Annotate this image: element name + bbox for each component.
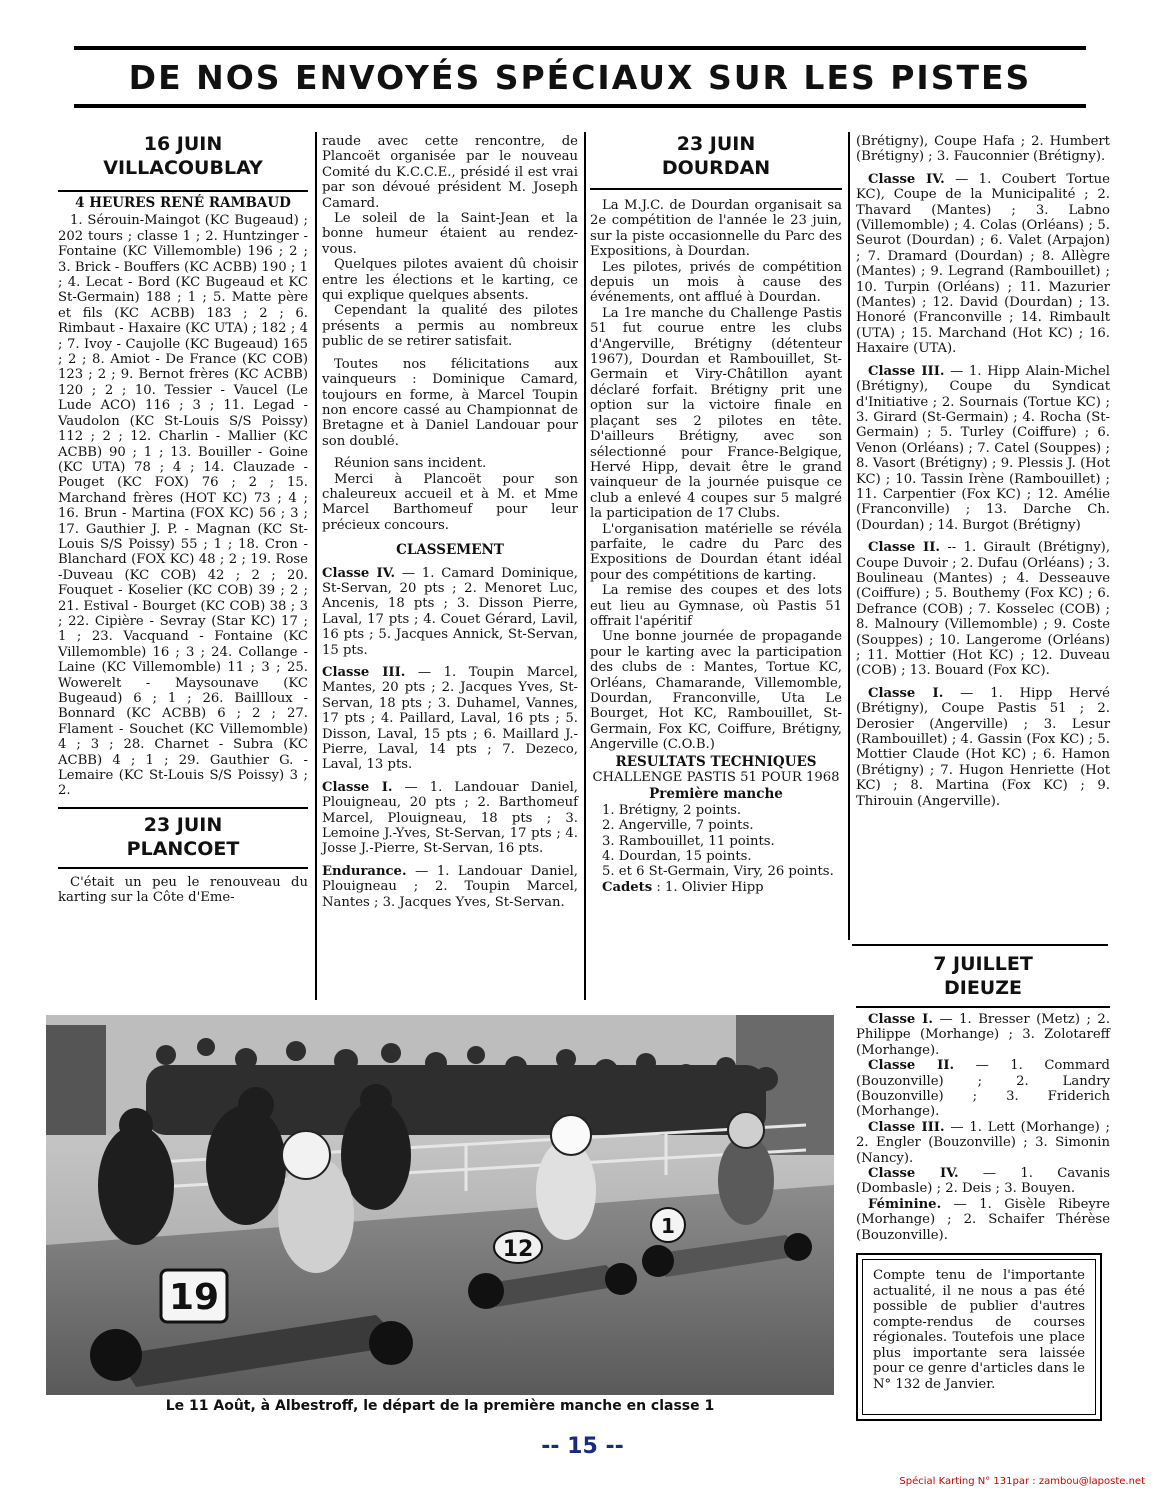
column-villacoublay	[58, 132, 308, 906]
paragraph: La remise des coupes et des lots eut lieu au Gymnase, où Pastis 51 offrait l'apéritif	[590, 583, 842, 629]
class-results: — 1. Coubert Tortue KC), Coupe de la Municipalité ; 2. Thavard (Mantes) ; 3. Labno (Villemomble) ; 4. Colas (Orléans) ; 5. Seurot (Dourdan) ; 6. Valet (Arpajon) ; 7. Dramard (Dourdan) ; 8. Allègre (Mantes) ; 9. Legrand (Rambouillet) ; 10. Turpin (Orléans) ; 11. Mazurier (Mantes) ; 12. David (Dourdan) ; 13. Honoré (Franconville ; 14. Rimbault (UTA) ; 15. Marchand (Hot KC) ; 16. Haxaire (UTA).	[856, 171, 1110, 357]
page-banner	[74, 46, 1086, 108]
plancoet-intro: C'était un peu le renouveau du karting sur la Côte d'Eme-	[58, 874, 308, 906]
divider	[590, 188, 842, 190]
column-rule	[848, 132, 850, 940]
paragraph: Toutes nos félicitations aux vainqueurs : Dominique Camard, toujours en forme, à Marcel Toupin non encore cassé au Championnat de Bretagne et à Daniel Landouar pour son doublé.	[322, 356, 578, 449]
divider	[58, 190, 308, 192]
dieuze-class-3	[856, 1120, 1110, 1166]
paragraph: Le soleil de la Saint-Jean et la bonne humeur étaient au rendez-vous.	[322, 211, 578, 257]
divider	[856, 1006, 1110, 1008]
class-results: — 1. Gisèle Ribeyre (Morhange) ; 2. Schaifer Thérèse (Bouzonville).	[856, 1196, 1110, 1243]
photo-caption: Le 11 Août, à Albestroff, le départ de la première manche en classe 1	[165, 1398, 715, 1414]
class-results: : 1. Olivier Hipp	[652, 879, 764, 895]
class-results: -- 1. Girault (Brétigny), Coupe Duvoir ; 2. Dufau (Orléans) ; 3. Boulineau (Mantes) ; 4. Desseauve (Coiffure) ; 5. Bouthemy (Fox KC) ; 6. Defrance (COB) ; 7. Kosselec (COB) ; 8. Malnoury (Villemomble) ; 9. Coste (Souppes) ; 10. Langerome (Orléans) ; 11. Mottier (Hot KC) ; 12. Duveau (COB) ; 13. Bouard (Fox KC).	[856, 540, 1111, 679]
paragraph: L'organisation matérielle se révéla parfaite, le cadre du Parc des Expositions de Dourdan étant idéal pour des compétitions de karting.	[590, 521, 842, 583]
round-heading: Première manche	[649, 786, 783, 803]
paragraph: Merci à Plancoët pour son chaleureux accueil et à M. et Mme Marcel Barthomeuf pour leur précieux concours.	[322, 471, 578, 533]
class-label: Féminine.	[868, 1196, 942, 1212]
round-result: 5. et 6 St-Germain, Viry, 26 points.	[602, 864, 834, 880]
place-heading: VILLACOUBLAY	[103, 157, 263, 179]
page-number: -- 15 --	[541, 1434, 624, 1459]
photo-illustration	[46, 1015, 834, 1395]
editorial-note: Compte tenu de l'importante actualité, il ne nous a pas été possible de publier d'autres compte-rendus de courses régionales. Toutefois une place plus importante sera laissée pour ce genre d'articles dans le N° 132 de Janvier.	[862, 1259, 1096, 1415]
column-rule	[315, 132, 317, 1000]
kart-number: 12	[502, 1237, 534, 1262]
class-results: — 1. Commard (Bouzonville) ; 2. Landry (Bouzonville) ; 3. Friderich (Morhange).	[856, 1058, 1110, 1120]
class-results: — 1. Toupin Marcel, Mantes, 20 pts ; 2. Jacques Yves, St-Servan, 18 pts ; 3. Duhamel, Vannes, 17 pts ; 4. Paillard, Laval, 16 pts ; 5. Disson, Laval, 15 pts ; 6. Maillard J.-Pierre, Laval, 14 pts ; 7. Dezeco, Laval, 13 pts.	[322, 665, 578, 773]
column-rule	[584, 132, 586, 1000]
class-label: Classe I.	[322, 779, 393, 795]
paragraph: Réunion sans incident.	[334, 456, 487, 472]
class-results: — 1. Hipp Hervé (Brétigny), Coupe Pastis 51 ; 2. Derosier (Angerville) ; 3. Lesur (Rambouillet) ; 4. Gassin (Fox KC) ; 5. Mottier Claude (Hot KC) ; 6. Hamon (Brétigny) ; 7. Hugon Henriette (Hot KC) ; 8. Martina (Fox KC) ; 9. Thirouin (Angerville).	[856, 685, 1110, 809]
round-result: 3. Rambouillet, 11 points.	[602, 833, 775, 849]
class-results: — 1. Lett (Morhange) ; 2. Engler (Bouzonville) ; 3. Simonin (Nancy).	[856, 1119, 1110, 1166]
class-label: Classe III.	[868, 363, 945, 379]
round-result: 1. Brétigny, 2 points.	[602, 802, 742, 818]
place-heading: PLANCOET	[126, 837, 240, 860]
divider	[852, 944, 1108, 946]
results-endurance	[322, 864, 578, 910]
class-label: Classe IV.	[868, 1166, 959, 1182]
date-heading: 16 JUIN	[143, 133, 223, 155]
class-label: Classe IV.	[868, 171, 945, 187]
class-label: Classe II.	[868, 1058, 955, 1074]
race-start-photo	[46, 1015, 834, 1395]
paragraph: Quelques pilotes avaient dû choisir entre les élections et le karting, ce qui explique quelques absents.	[322, 257, 578, 304]
divider	[58, 807, 308, 809]
class-results: — 1. Bresser (Metz) ; 2. Philippe (Morhange) ; 3. Zolotareff (Morhange).	[856, 1012, 1111, 1058]
class-label: Cadets	[602, 879, 653, 895]
round-result: 2. Angerville, 7 points.	[602, 818, 754, 834]
class-results: — 1. Camard Dominique, St-Servan, 20 pts ; 2. Menoret Luc, Ancenis, 18 pts ; 3. Disson Pierre, Laval, 17 pts ; 4. Couet Gérard, Lavil, 16 pts ; 5. Jacques Annick, St-Servan, 15 pts.	[322, 565, 578, 658]
column-dieuze	[856, 952, 1110, 1243]
date-heading: 7 JUILLET	[933, 953, 1033, 975]
dieuze-class-1	[856, 1012, 1110, 1058]
class-label: Classe III.	[322, 665, 406, 680]
class-label: Classe III.	[868, 1119, 945, 1135]
challenge-title: CHALLENGE PASTIS 51 POUR 1968	[592, 770, 840, 786]
class-results: — 1. Cavanis (Dombasle) ; 2. Deis ; 3. Bouyen.	[856, 1166, 1110, 1197]
class-label: Classe IV.	[322, 565, 396, 581]
results-class-3	[856, 364, 1110, 533]
class-results: — 1. Hipp Alain-Michel (Brétigny), Coupe du Syndicat d'Initiative ; 2. Sournais (Tortue KC) ; 3. Girard (St-Germain) ; 4. Rocha (St-Germain) ; 5. Turley (Coiffure) ; 6. Venon (Orléans) ; 7. Catel (Souppes) ; 8. Vasort (Brétigny) ; 9. Plessis J. (Hot KC) ; 10. Tassin Irène (Rambouillet) ; 11. Carpentier (Fox KC) ; 12. Amélie (Franconville) ; 13. Darche Ch. (Dourdan) ; 14. Burgot (Brétigny)	[856, 363, 1110, 533]
race-title: 4 HEURES RENÉ RAMBAUD	[75, 195, 291, 211]
column-dourdan	[590, 132, 842, 895]
kart-number: 1	[661, 1214, 675, 1238]
place-heading: DIEUZE	[943, 977, 1022, 999]
column-plancoet	[322, 134, 578, 910]
class-label: Classe II.	[868, 540, 940, 556]
class-results: — 1. Landouar Daniel, Plouigneau ; 2. Toupin Marcel, Nantes ; 3. Jacques Yves, St-Servan.	[322, 863, 578, 910]
results-class-1	[856, 686, 1110, 809]
technical-results-heading: RESULTATS TECHNIQUES	[615, 753, 817, 770]
paragraph: La 1re manche du Challenge Pastis 51 fut courue entre les clubs d'Angerville, Brétigny (détenteur 1967), Dourdan et Rambouillet, St-Germain et Viry-Châtillon ayant déclaré forfait. Brétigny prit une option sur la victoire finale en plaçant ses 2 pilotes en tête. D'ailleurs Brétigny, avec son sélectionné pour France-Belgique, Hervé Hipp, devait être le grand vainqueur de la journée puisque ce club a enlevé 4 coupes sur 5 malgré la participation de 17 Clubs.	[590, 305, 842, 522]
paragraph: raude avec cette rencontre, de Plancoët organisée par le nouveau Comité du K.C.C.E., présidé il est vrai par son dévoué président M. Joseph Camard.	[322, 134, 578, 211]
results-class-4	[322, 566, 578, 658]
dieuze-class-2	[856, 1058, 1110, 1120]
race-results: 1. Sérouin-Maingot (KC Bugeaud) ; 202 tours ; classe 1 ; 2. Huntzinger - Fontaine (KC Villemomble) 196 ; 2 ; 3. Brick - Bouffers (KC ACBB) 190 ; 1 ; 4. Lecat - Bord (KC Bugeaud et KC St-Germain) 188 ; 1 ; 5. Matte père et fils (KC ACBB) 183 ; 2 ; 6. Rimbaut - Haxaire (KC UTA) ; 182 ; 4 ; 7. Ivoy - Caujolle (KC Bugeaud) 165 ; 2 ; 8. Amiot - De France (KC COB) 123 ; 2 ; 9. Bernot frères (KC ACBB) 120 ; 2 ; 10. Tessier - Vaucel (Le Lude ACO) 116 ; 3 ; 11. Legad - Vaudolon (KC St-Louis S/S Poissy) 112 ; 2 ; 12. Charlin - Mallier (KC ACBB) 90 ; 1 ; 13. Bouiller - Goine (KC UTA) 78 ; 4 ; 14. Clauzade - Pouget (KC FOX) 76 ; 2 ; 15. Marchand frères (HOT KC) 73 ; 4 ; 16. Brun - Martina (FOX KC) 56 ; 3 ; 17. Gauthier J. P. - Magnan (KC St-Louis S/S Poissy) 55 ; 1 ; 18. Cron - Blanchard (FOX KC) 48 ; 2 ; 19. Rose -Duveau (KC COB) 42 ; 2 ; 20. Fouquet - Koselier (KC COB) 39 ; 2 ; 21. Estival - Bourget (KC COB) 38 ; 3 ; 22. Cipière - Sevray (Star KC) 17 ; 1 ; 23. Vacquand - Fontaine (KC Villemomble) 16 ; 3 ; 24. Collange - Laine (KC Villemomble) 11 ; 3 ; 25. Wowerelt - Maysounave (KC Bugeaud) 6 ; 1 ; 26. Baillloux - Bonnard (KC ACBB) 6 ; 2 ; 27. Flament - Souchet (KC Villemomble) 4 ; 3 ; 28. Charnet - Subra (KC ACBB) 4 ; 1 ; 29. Gauthier G. - Lemaire (KC St-Louis S/S Poissy) 3 ; 2.	[58, 213, 308, 799]
results-class-1	[322, 780, 578, 857]
class-label: Classe I.	[868, 685, 944, 701]
divider	[58, 867, 308, 869]
class-label: Endurance.	[322, 863, 407, 879]
place-heading: DOURDAN	[661, 157, 771, 179]
banner-title: DE NOS ENVOYÉS SPÉCIAUX SUR LES PISTES	[128, 57, 1032, 97]
editorial-note-box	[856, 1253, 1102, 1421]
results-class-4	[856, 172, 1110, 357]
round-result: 4. Dourdan, 15 points.	[602, 849, 752, 865]
paragraph: Une bonne journée de propagande pour le karting avec la participation des clubs de : Mantes, Tortue KC, Orléans, Chamarande, Villemomble, Dourdan, Franconville, Uta Le Bourget, Hot KC, Rambouillet, St-Germain, Fox KC, Coiffure, Brétigny, Angerville (C.O.B.)	[590, 629, 842, 753]
column-dourdan-results	[856, 134, 1110, 809]
results-class-3	[322, 665, 578, 773]
results-class-2	[856, 540, 1110, 679]
kart-number: 19	[168, 1277, 220, 1318]
paragraph: Cependant la qualité des pilotes présents a permis au nombreux public de se retirer satisfait.	[322, 303, 578, 350]
dieuze-feminine	[856, 1197, 1110, 1243]
date-heading: 23 JUIN	[143, 813, 223, 836]
paragraph: Les pilotes, privés de compétition depuis un mois à cause des événements, ont afflué à Dourdan.	[590, 259, 842, 306]
cadets-result	[590, 880, 842, 895]
footer-credit: Spécial Karting N° 131par : zambou@laposte.net	[899, 1476, 1145, 1487]
date-heading: 23 JUIN	[676, 133, 756, 155]
paragraph: (Brétigny), Coupe Hafa ; 2. Humbert (Brétigny) ; 3. Fauconnier (Brétigny).	[856, 134, 1110, 165]
class-label: Classe I.	[868, 1012, 933, 1027]
paragraph: La M.J.C. de Dourdan organisait sa 2e compétition de l'année le 23 juin, sur la piste occasionnelle du Parc des Expositions, à Dourdan.	[590, 198, 842, 260]
class-results: — 1. Landouar Daniel, Plouigneau, 20 pts ; 2. Barthomeuf Marcel, Plouigneau, 18 pts ; 3. Lemoine J.-Yves, St-Servan, 17 pts ; 4. Josse J.-Pierre, St-Servan, 16 pts.	[322, 779, 578, 857]
dieuze-class-4	[856, 1166, 1110, 1197]
classement-heading: CLASSEMENT	[396, 542, 504, 559]
